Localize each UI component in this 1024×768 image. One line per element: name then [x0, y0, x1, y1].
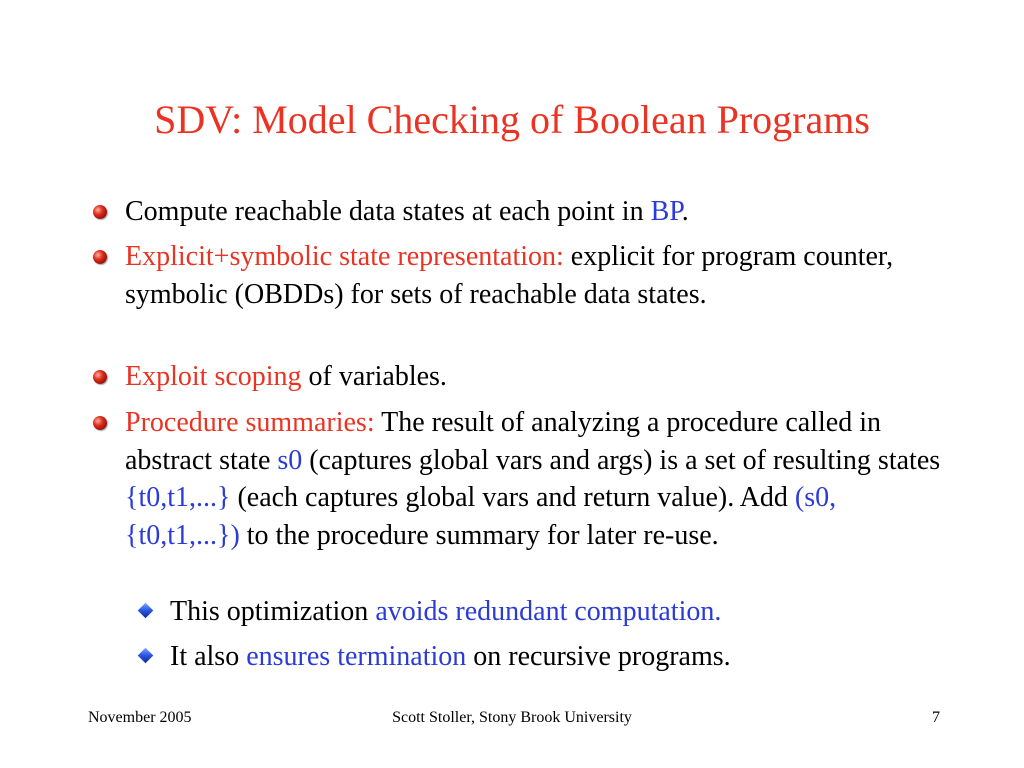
subbullet-item-termination [170, 638, 950, 676]
bullet-text: It also [170, 641, 247, 672]
bullet-item-procedure-summaries [125, 404, 955, 554]
red-ball-bullet-icon [93, 250, 107, 264]
footer-date: November 2005 [88, 709, 192, 726]
emphasis-blue: s0 [277, 444, 303, 476]
bullet-item-state-representation [125, 238, 955, 313]
emphasis-blue: {t0,t1,...} [125, 482, 231, 513]
bullet-text: (captures global vars and args) is a set of resulting states [302, 444, 941, 476]
bullet-text: explicit for program counter, symbolic (OBDDs) for sets of reachable data states. [125, 241, 894, 310]
blue-diamond-bullet-icon [138, 648, 154, 664]
bullet-text: (each captures global vars and return value). Add [230, 482, 795, 513]
bullet-text: The result of analyzing a procedure called in abstract state [125, 407, 881, 476]
emphasis-red: Explicit+symbolic state representation: [125, 241, 564, 272]
bullet-text: Compute reachable data states at each point in [125, 196, 651, 227]
emphasis-red: Exploit scoping [125, 361, 302, 392]
bullet-text: of variables. [301, 361, 447, 392]
subbullet-item-optimization [170, 593, 950, 631]
bullet-text: to the procedure summary for later re-use. [239, 519, 719, 551]
bullet-item-exploit-scoping [125, 358, 955, 396]
bullet-text: This optimization [170, 596, 376, 627]
emphasis-blue: (s0, {t0,t1,...}) [125, 482, 837, 551]
red-ball-bullet-icon [93, 416, 107, 430]
slide-title: SDV: Model Checking of Boolean Programs [154, 97, 870, 142]
emphasis-red: Procedure summaries: [125, 407, 375, 438]
footer-page-number: 7 [932, 709, 940, 726]
red-ball-bullet-icon [93, 370, 107, 384]
bullet-item-reachable-states [125, 193, 955, 231]
bp-term: BP [650, 196, 682, 227]
bullet-text: on recursive programs. [466, 641, 731, 672]
blue-diamond-bullet-icon [138, 603, 154, 619]
red-ball-bullet-icon [93, 205, 107, 219]
emphasis-blue: ensures termination [246, 641, 467, 672]
bullet-text: . [681, 196, 689, 227]
emphasis-blue: avoids redundant computation. [375, 596, 722, 627]
footer-author: Scott Stoller, Stony Brook University [392, 709, 632, 726]
